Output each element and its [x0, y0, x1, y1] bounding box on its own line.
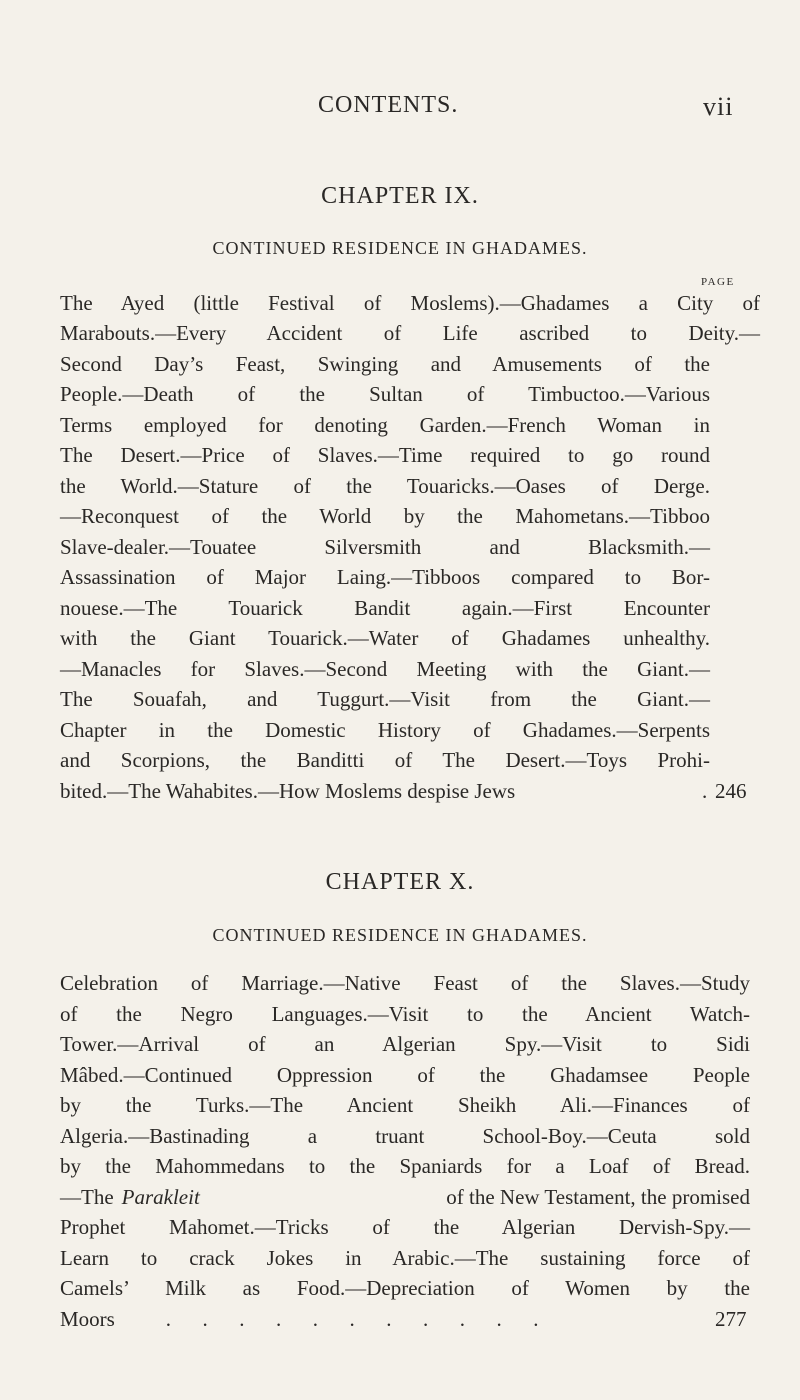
summary-line: Chapter in the Domestic History of Ghadames.—Serpents: [60, 718, 710, 742]
chapter-subheading: CONTINUED RESIDENCE IN GHADAMES.: [212, 925, 588, 945]
summary-line: Celebration of Marriage.—Native Feast of the Slaves.—Study: [60, 971, 750, 995]
summary-line: —Reconquest of the World by the Mahometans.—Tibboo: [60, 504, 710, 528]
summary-line: —Manacles for Slaves.—Second Meeting with the Giant.—: [60, 657, 710, 681]
summary-line: and Scorpions, the Banditti of The Desert.—Toys Prohi-: [60, 748, 710, 772]
summary-line: Prophet Mahomet.—Tricks of the Algerian Dervish-Spy.—: [60, 1215, 750, 1239]
summary-line: The Souafah, and Tuggurt.—Visit from the Giant.—: [60, 687, 710, 711]
leader-dot: .: [702, 779, 708, 803]
page-reference: 246: [715, 779, 747, 803]
page-reference: 277: [715, 1307, 747, 1331]
summary-line: Second Day’s Feast, Swinging and Amusements of the: [60, 352, 710, 376]
summary-line: Slave-dealer.—Touatee Silversmith and Blacksmith.—: [60, 535, 710, 559]
summary-line: Moors: [60, 1307, 115, 1331]
chapter-heading: CHAPTER IX.: [321, 183, 479, 209]
summary-line: The Ayed (little Festival of Moslems).—Ghadames a City of: [60, 291, 760, 315]
italic-term: Parakleit: [121, 1185, 200, 1209]
summary-line: with the Giant Touarick.—Water of Ghadames unhealthy.: [60, 626, 710, 650]
running-head-page-number: vii: [703, 92, 734, 121]
summary-line: Assassination of Major Laing.—Tibboos compared to Bor-: [60, 565, 710, 589]
summary-line: nouese.—The Touarick Bandit again.—First Encounter: [60, 596, 710, 620]
summary-line: The Desert.—Price of Slaves.—Time required to go round: [60, 443, 710, 467]
summary-line: Algeria.—Bastinading a truant School-Boy.—Ceuta sold: [60, 1124, 750, 1148]
running-head: [0, 92, 800, 126]
summary-line: by the Turks.—The Ancient Sheikh Ali.—Finances of: [60, 1093, 750, 1117]
summary-line: by the Mahommedans to the Spaniards for a Loaf of Bread.: [60, 1154, 750, 1178]
summary-line: the World.—Stature of the Touaricks.—Oases of Derge.: [60, 474, 710, 498]
summary-line: of the Negro Languages.—Visit to the Ancient Watch-: [60, 1002, 750, 1026]
leader-dots: . . . . . . . . . . .: [150, 1307, 539, 1331]
summary-line: bited.—The Wahabites.—How Moslems despise Jews: [60, 779, 516, 803]
summary-line: Learn to crack Jokes in Arabic.—The sustaining force of: [60, 1246, 750, 1270]
summary-text: —The: [60, 1185, 114, 1209]
summary-line: Marabouts.—Every Accident of Life ascribed to Deity.—: [60, 321, 760, 345]
summary-text: of the New Testament, the promised: [446, 1185, 750, 1209]
chapter-heading: CHAPTER X.: [325, 869, 475, 895]
chapter-subheading: CONTINUED RESIDENCE IN GHADAMES.: [212, 238, 588, 258]
summary-line: Mâbed.—Continued Oppression of the Ghadamsee People: [60, 1063, 750, 1087]
summary-line: People.—Death of the Sultan of Timbuctoo.—Various: [60, 382, 710, 406]
summary-line: Tower.—Arrival of an Algerian Spy.—Visit to Sidi: [60, 1032, 750, 1056]
summary-line: Camels’ Milk as Food.—Depreciation of Women by the: [60, 1276, 750, 1300]
running-head-title: CONTENTS.: [318, 92, 459, 118]
page-column-label: PAGE: [701, 276, 735, 288]
summary-line: [60, 1182, 750, 1212]
summary-line: Terms employed for denoting Garden.—French Woman in: [60, 413, 710, 437]
